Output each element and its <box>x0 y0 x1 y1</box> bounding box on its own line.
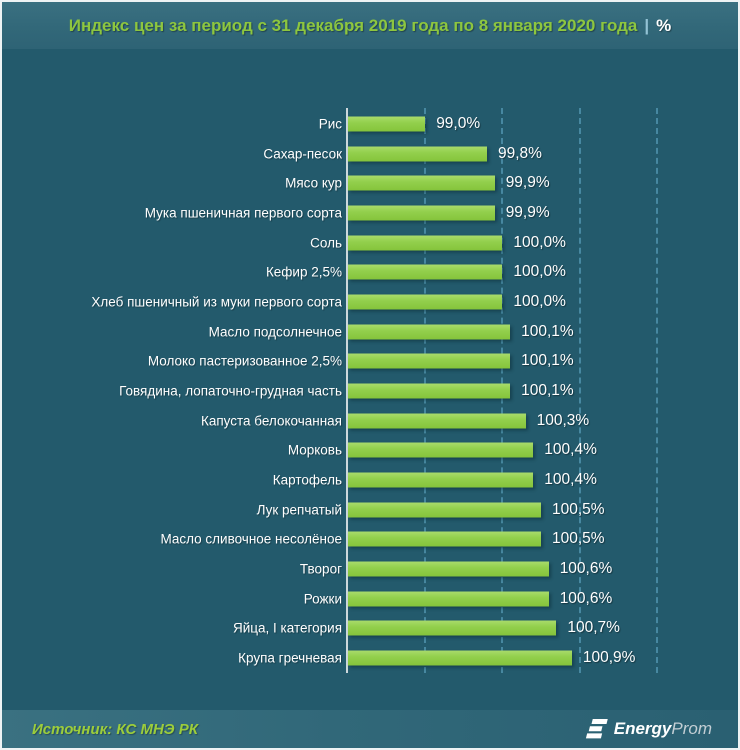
category-label: Соль <box>310 235 342 251</box>
bar <box>348 383 510 398</box>
chart-row <box>2 584 738 614</box>
category-label: Яйца, I категория <box>233 620 342 636</box>
source-label: Источник: КС МНЭ РК <box>32 720 198 738</box>
chart-row <box>2 406 738 436</box>
energyprom-logo-icon <box>584 718 608 740</box>
chart-row <box>2 198 738 228</box>
category-label: Рис <box>318 116 342 132</box>
chart-row <box>2 228 738 258</box>
chart-title-bar <box>2 2 738 49</box>
chart-row <box>2 168 738 198</box>
chart-row <box>2 317 738 347</box>
bar <box>348 294 502 309</box>
category-label: Сахар-песок <box>263 146 342 161</box>
bar <box>348 176 495 191</box>
plot-rows <box>2 109 738 673</box>
category-label: Рожки <box>303 591 342 607</box>
category-label: Мясо кур <box>285 175 342 191</box>
footer-bar <box>2 710 738 748</box>
bar <box>348 205 495 220</box>
bar <box>348 116 425 131</box>
value-label: 100,0% <box>513 263 566 281</box>
value-label: 100,1% <box>521 322 574 340</box>
energyprom-logo <box>584 718 712 740</box>
logo-text-energy: Energy <box>613 719 672 738</box>
bar <box>348 443 533 458</box>
chart-row <box>2 346 738 376</box>
value-label: 100,9% <box>582 648 636 666</box>
category-label: Творог <box>299 561 342 577</box>
bar <box>348 621 556 636</box>
value-label: 100,0% <box>513 292 566 310</box>
category-label: Морковь <box>287 442 342 458</box>
logo-text-prom: Prom <box>671 719 712 738</box>
bar <box>348 265 502 280</box>
value-label: 100,1% <box>521 381 574 399</box>
bar <box>348 354 510 369</box>
chart-row <box>2 554 738 584</box>
title-unit: % <box>656 15 672 35</box>
value-label: 100,4% <box>544 470 597 488</box>
value-label: 100,3% <box>536 411 590 429</box>
value-label: 99,8% <box>498 144 542 162</box>
bar <box>348 235 502 250</box>
bar <box>348 591 549 606</box>
bar <box>348 472 533 487</box>
category-label: Кефир 2,5% <box>265 264 342 280</box>
chart-row <box>2 376 738 406</box>
category-label: Капуста белокочанная <box>200 413 342 429</box>
bar <box>348 324 510 339</box>
chart-row <box>2 495 738 525</box>
bar <box>348 413 526 428</box>
category-label: Картофель <box>272 472 342 488</box>
bar <box>348 502 541 517</box>
category-label: Мука пшеничная первого сорта <box>144 205 342 221</box>
bar <box>348 561 549 576</box>
value-label: 99,9% <box>505 174 550 192</box>
value-label: 100,7% <box>567 619 620 637</box>
value-label: 100,4% <box>544 441 597 459</box>
value-label: 100,1% <box>521 352 574 370</box>
category-label: Хлеб пшеничный из муки первого сорта <box>91 294 342 310</box>
value-label: 100,0% <box>513 233 566 251</box>
category-label: Молоко пастеризованное 2,5% <box>147 353 342 369</box>
chart-row <box>2 643 738 673</box>
category-label: Крупа гречневая <box>238 650 342 666</box>
category-label: Лук репчатый <box>256 502 342 518</box>
chart-row <box>2 613 738 643</box>
value-label: 100,5% <box>552 530 605 548</box>
value-label: 100,6% <box>559 589 613 607</box>
value-label: 100,5% <box>552 500 605 518</box>
value-label: 99,0% <box>436 114 481 132</box>
chart-row <box>2 465 738 495</box>
value-label: 99,9% <box>505 203 550 221</box>
chart-row <box>2 524 738 554</box>
category-label: Говядина, лопаточно-грудная часть <box>119 383 342 399</box>
bar <box>348 650 572 665</box>
chart-row <box>2 109 738 139</box>
chart-row <box>2 287 738 317</box>
category-label: Масло подсолнечное <box>208 324 342 340</box>
value-label: 100,6% <box>559 559 613 577</box>
chart-row <box>2 435 738 465</box>
chart-row <box>2 139 738 169</box>
category-label: Масло сливочное несолёное <box>160 531 342 547</box>
title-separator: | <box>644 15 650 35</box>
bar <box>348 146 487 161</box>
chart-title: Индекс цен за период с 31 декабря 2019 года по 8 января 2020 года <box>68 15 638 35</box>
chart-row <box>2 257 738 287</box>
bar <box>348 532 541 547</box>
